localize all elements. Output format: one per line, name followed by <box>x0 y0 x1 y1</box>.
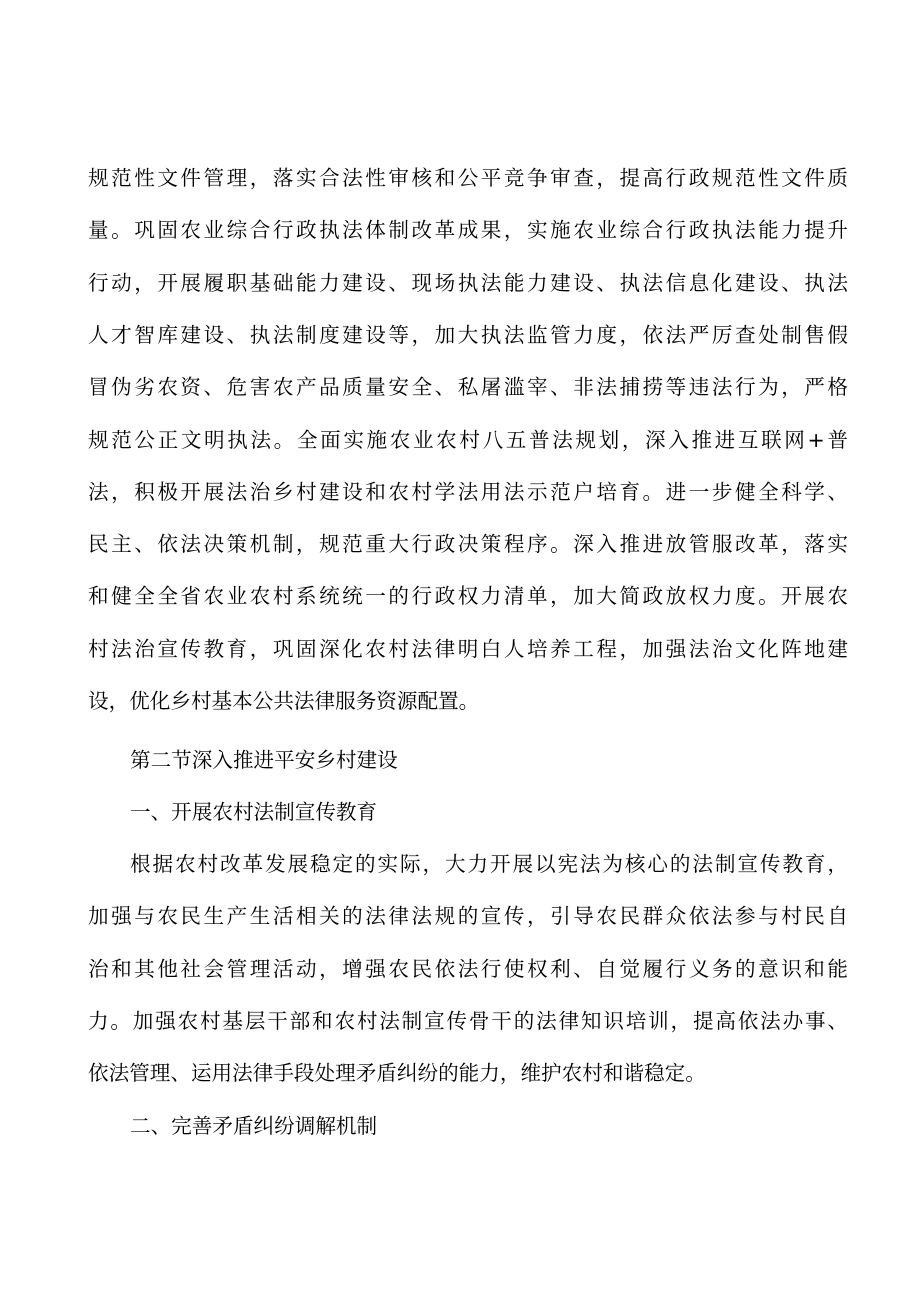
paragraph-line: 力。加强农村基层干部和农村法制宣传骨干的法律知识培训，提高依法办事、 <box>88 1009 848 1033</box>
paragraph-line: 根据农村改革发展稳定的实际，大力开展以宪法为核心的法制宣传教育， <box>130 852 848 876</box>
subsection-title: 二、完善矛盾纠纷调解机制 <box>130 1114 378 1138</box>
subsection-title: 一、开展农村法制宣传教育 <box>130 800 378 824</box>
paragraph-line: 量。巩固农业综合行政执法体制改革成果，实施农业综合行政执法能力提升 <box>88 218 848 242</box>
paragraph-line: 规范性文件管理，落实合法性审核和公平竞争审查，提高行政规范性文件质 <box>88 166 848 190</box>
paragraph-line: 规范公正文明执法。全面实施农业农村八五普法规划，深入推进互联网+普 <box>88 428 848 452</box>
section-title: 第二节深入推进平安乡村建设 <box>130 748 398 772</box>
paragraph-line: 依法管理、运用法律手段处理矛盾纠纷的能力，维护农村和谐稳定。 <box>88 1061 706 1085</box>
paragraph-line: 民主、依法决策机制，规范重大行政决策程序。深入推进放管服改革，落实 <box>88 532 848 556</box>
paragraph-line: 加强与农民生产生活相关的法律法规的宣传，引导农民群众依法参与村民自 <box>88 904 848 928</box>
paragraph-line: 人才智库建设、执法制度建设等，加大执法监管力度，依法严厉查处制售假 <box>88 323 848 347</box>
paragraph-line: 和健全全省农业农村系统统一的行政权力清单，加大简政放权力度。开展农 <box>88 584 848 608</box>
paragraph-line: 冒伪劣农资、危害农产品质量安全、私屠滥宰、非法捕捞等违法行为，严格 <box>88 375 848 399</box>
paragraph-line: 村法治宣传教育，巩固深化农村法律明白人培养工程，加强法治文化阵地建 <box>88 637 848 661</box>
paragraph-line: 治和其他社会管理活动，增强农民依法行使权利、自觉履行义务的意识和能 <box>88 957 848 981</box>
paragraph-line: 行动，开展履职基础能力建设、现场执法能力建设、执法信息化建设、执法 <box>88 271 848 295</box>
paragraph-line: 法，积极开展法治乡村建设和农村学法用法示范户培育。进一步健全科学、 <box>88 480 848 504</box>
paragraph-line: 设，优化乡村基本公共法律服务资源配置。 <box>88 689 480 713</box>
